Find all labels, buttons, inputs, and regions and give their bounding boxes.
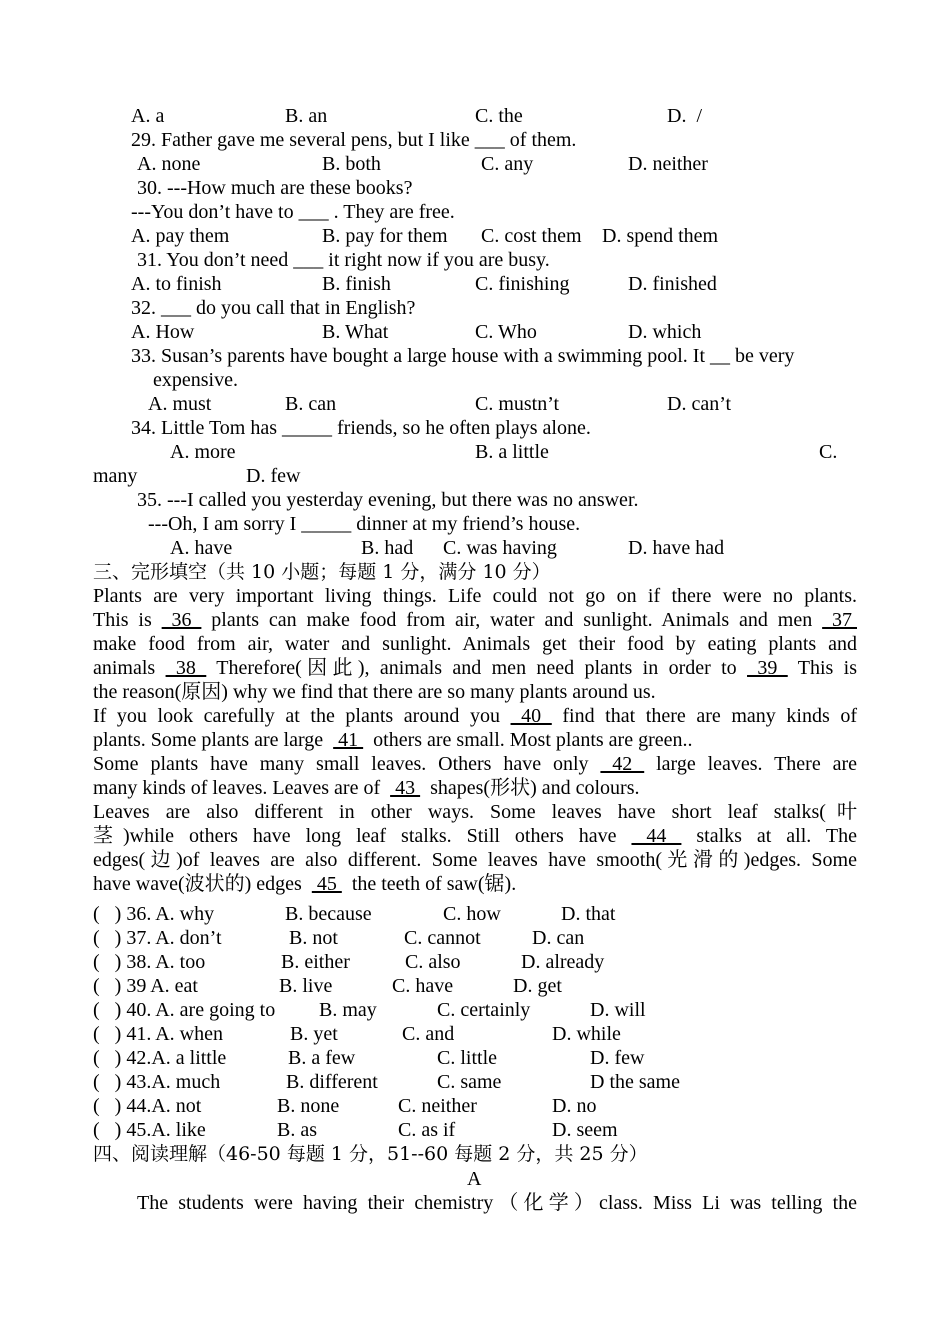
cloze-question-stem: ( ) 42.A. a little (93, 1047, 227, 1069)
q35-opt-d: D. have had (628, 537, 725, 559)
q34-opt-c-text: many (93, 465, 138, 487)
q34-opt-a: A. more (170, 441, 236, 463)
cloze-option: B. none (277, 1095, 340, 1117)
cloze-blank: 44 (631, 825, 682, 847)
cloze-question-stem: ( ) 43.A. much (93, 1071, 221, 1093)
cloze-blank: 42 (600, 753, 645, 775)
q35-opt-a: A. have (170, 537, 233, 559)
q29-stem: 29. Father gave me several pens, but I like ___ of them. (131, 129, 577, 151)
cloze-option: D. can (532, 927, 585, 949)
cloze-line: 茎)while others have long leaf stalks. Still others have 44 stalks at all. The (93, 825, 857, 847)
q33-opt-b: B. can (285, 393, 337, 415)
cloze-option: D. get (513, 975, 562, 997)
cloze-option: B. as (277, 1119, 317, 1141)
cloze-option: B. because (285, 903, 372, 925)
cloze-option: B. different (286, 1071, 378, 1093)
cloze-line: edges(边)of leaves are also different. Some leaves have smooth(光滑的)edges. Some (93, 849, 857, 871)
cloze-option: C. cannot (404, 927, 481, 949)
q35-opt-c: C. was having (443, 537, 557, 559)
q28-opt-d: D. / (667, 105, 702, 127)
cloze-option: D. no (552, 1095, 597, 1117)
q30-opt-d: D. spend them (602, 225, 719, 247)
cloze-line: the reason(原因) why we find that there are so many plants around us. (93, 681, 656, 703)
cloze-blank: 40 (510, 705, 552, 727)
q31-opt-d: D. finished (628, 273, 717, 295)
cloze-line: plants. Some plants are large 41 others are small. Most plants are green.. (93, 729, 693, 751)
q33-opt-a: A. must (148, 393, 212, 415)
cloze-line: If you look carefully at the plants around you 40 find that there are many kinds of (93, 705, 858, 727)
cloze-line: make food from air, water and sunlight. Animals get their food by eating plants and (93, 633, 857, 655)
cloze-option: B. may (319, 999, 377, 1021)
cloze-blank: 36 (161, 609, 202, 631)
q30-stem-2: ---You don’t have to ___ . They are free. (131, 201, 455, 223)
cloze-blank: 37 (822, 609, 857, 631)
cloze-option: C. have (392, 975, 454, 997)
q30-stem: 30. ---How much are these books? (137, 177, 413, 199)
cloze-option: D. that (561, 903, 616, 925)
cloze-line: Plants are very important living things. Life could not go on if there were no plants. (93, 585, 857, 607)
q31-opt-b: B. finish (322, 273, 391, 295)
cloze-option: D. will (590, 999, 646, 1021)
section-3-title: 三、完形填空（共 10 小题；每题 1 分，满分 10 分） (93, 561, 551, 583)
cloze-option: C. same (437, 1071, 502, 1093)
q33-opt-d: D. can’t (667, 393, 732, 415)
q30-opt-a: A. pay them (131, 225, 230, 247)
q31-opt-c: C. finishing (475, 273, 570, 295)
cloze-blank: 38 (165, 657, 207, 679)
q32-stem: 32. ___ do you call that in English? (131, 297, 416, 319)
q32-opt-c: C. Who (475, 321, 537, 343)
cloze-question-stem: ( ) 36. A. why (93, 903, 215, 925)
q34-opt-c: C. (819, 441, 838, 463)
cloze-question-stem: ( ) 39 A. eat (93, 975, 198, 997)
q31-opt-a: A. to finish (131, 273, 222, 295)
cloze-blank: 39 (747, 657, 788, 679)
q33-stem-2: expensive. (153, 369, 238, 391)
cloze-option: C. neither (398, 1095, 477, 1117)
cloze-option: B. live (279, 975, 333, 997)
cloze-line: Some plants have many small leaves. Others have only 42 large leaves. There are (93, 753, 858, 775)
cloze-option: B. either (281, 951, 350, 973)
q33-opt-c: C. mustn’t (475, 393, 560, 415)
q33-stem: 33. Susan’s parents have bought a large house with a swimming pool. It __ be very (131, 345, 795, 367)
q29-opt-b: B. both (322, 153, 381, 175)
cloze-blank: 43 (390, 777, 421, 799)
cloze-option: C. and (402, 1023, 455, 1045)
cloze-question-stem: ( ) 41. A. when (93, 1023, 223, 1045)
q28-opt-b: B. an (285, 105, 328, 127)
cloze-question-stem: ( ) 38. A. too (93, 951, 206, 973)
cloze-option: C. certainly (437, 999, 531, 1021)
cloze-option: B. not (289, 927, 338, 949)
cloze-option: C. how (443, 903, 501, 925)
q35-opt-b: B. had (361, 537, 414, 559)
cloze-option: D. seem (552, 1119, 618, 1141)
cloze-option: C. as if (398, 1119, 456, 1141)
cloze-option: D. already (521, 951, 605, 973)
cloze-blank: 41 (333, 729, 364, 751)
cloze-question-stem: ( ) 37. A. don’t (93, 927, 222, 949)
q29-opt-d: D. neither (628, 153, 708, 175)
cloze-option: C. little (437, 1047, 497, 1069)
q34-opt-d: D. few (246, 465, 301, 487)
q28-opt-c: C. the (475, 105, 523, 127)
cloze-option: D. while (552, 1023, 621, 1045)
cloze-line: This is 36 plants can make food from air, water and sunlight. Animals and men 37 (93, 609, 857, 631)
cloze-line: many kinds of leaves. Leaves are of 43 shapes(形状) and colours. (93, 777, 640, 799)
q31-stem: 31. You don’t need ___ it right now if you are busy. (137, 249, 550, 271)
cloze-question-stem: ( ) 44.A. not (93, 1095, 202, 1117)
cloze-option: C. also (405, 951, 461, 973)
cloze-option: B. a few (288, 1047, 356, 1069)
q30-opt-c: C. cost them (481, 225, 582, 247)
q32-opt-d: D. which (628, 321, 702, 343)
q35-stem-2: ---Oh, I am sorry I _____ dinner at my friend’s house. (148, 513, 581, 535)
q29-opt-a: A. none (137, 153, 201, 175)
q32-opt-b: B. What (322, 321, 389, 343)
q29-opt-c: C. any (481, 153, 534, 175)
q30-opt-b: B. pay for them (322, 225, 448, 247)
passage-first-line: The students were having their chemistry（化学）class. Miss Li was telling the (137, 1192, 857, 1214)
cloze-question-stem: ( ) 40. A. are going to (93, 999, 276, 1021)
cloze-option: D the same (590, 1071, 680, 1093)
passage-label: A (467, 1168, 482, 1190)
q28-opt-a: A. a (131, 105, 165, 127)
cloze-blank: 45 (311, 873, 342, 895)
cloze-option: B. yet (290, 1023, 338, 1045)
cloze-question-stem: ( ) 45.A. like (93, 1119, 206, 1141)
q32-opt-a: A. How (131, 321, 195, 343)
q35-stem: 35. ---I called you yesterday evening, but there was no answer. (137, 489, 639, 511)
cloze-option: D. few (590, 1047, 645, 1069)
cloze-line: have wave(波状的) edges 45 the teeth of saw(锯). (93, 873, 517, 895)
cloze-line: Leaves are also different in other ways. Some leaves have short leaf stalks(叶 (93, 801, 857, 823)
section-4-title: 四、阅读理解（46-50 每题 1 分，51--60 每题 2 分，共 25 分） (93, 1143, 648, 1165)
q34-stem: 34. Little Tom has _____ friends, so he often plays alone. (131, 417, 591, 439)
cloze-line: animals 38 Therefore(因此), animals and men need plants in order to 39 This is (93, 657, 857, 679)
q34-opt-b: B. a little (475, 441, 549, 463)
